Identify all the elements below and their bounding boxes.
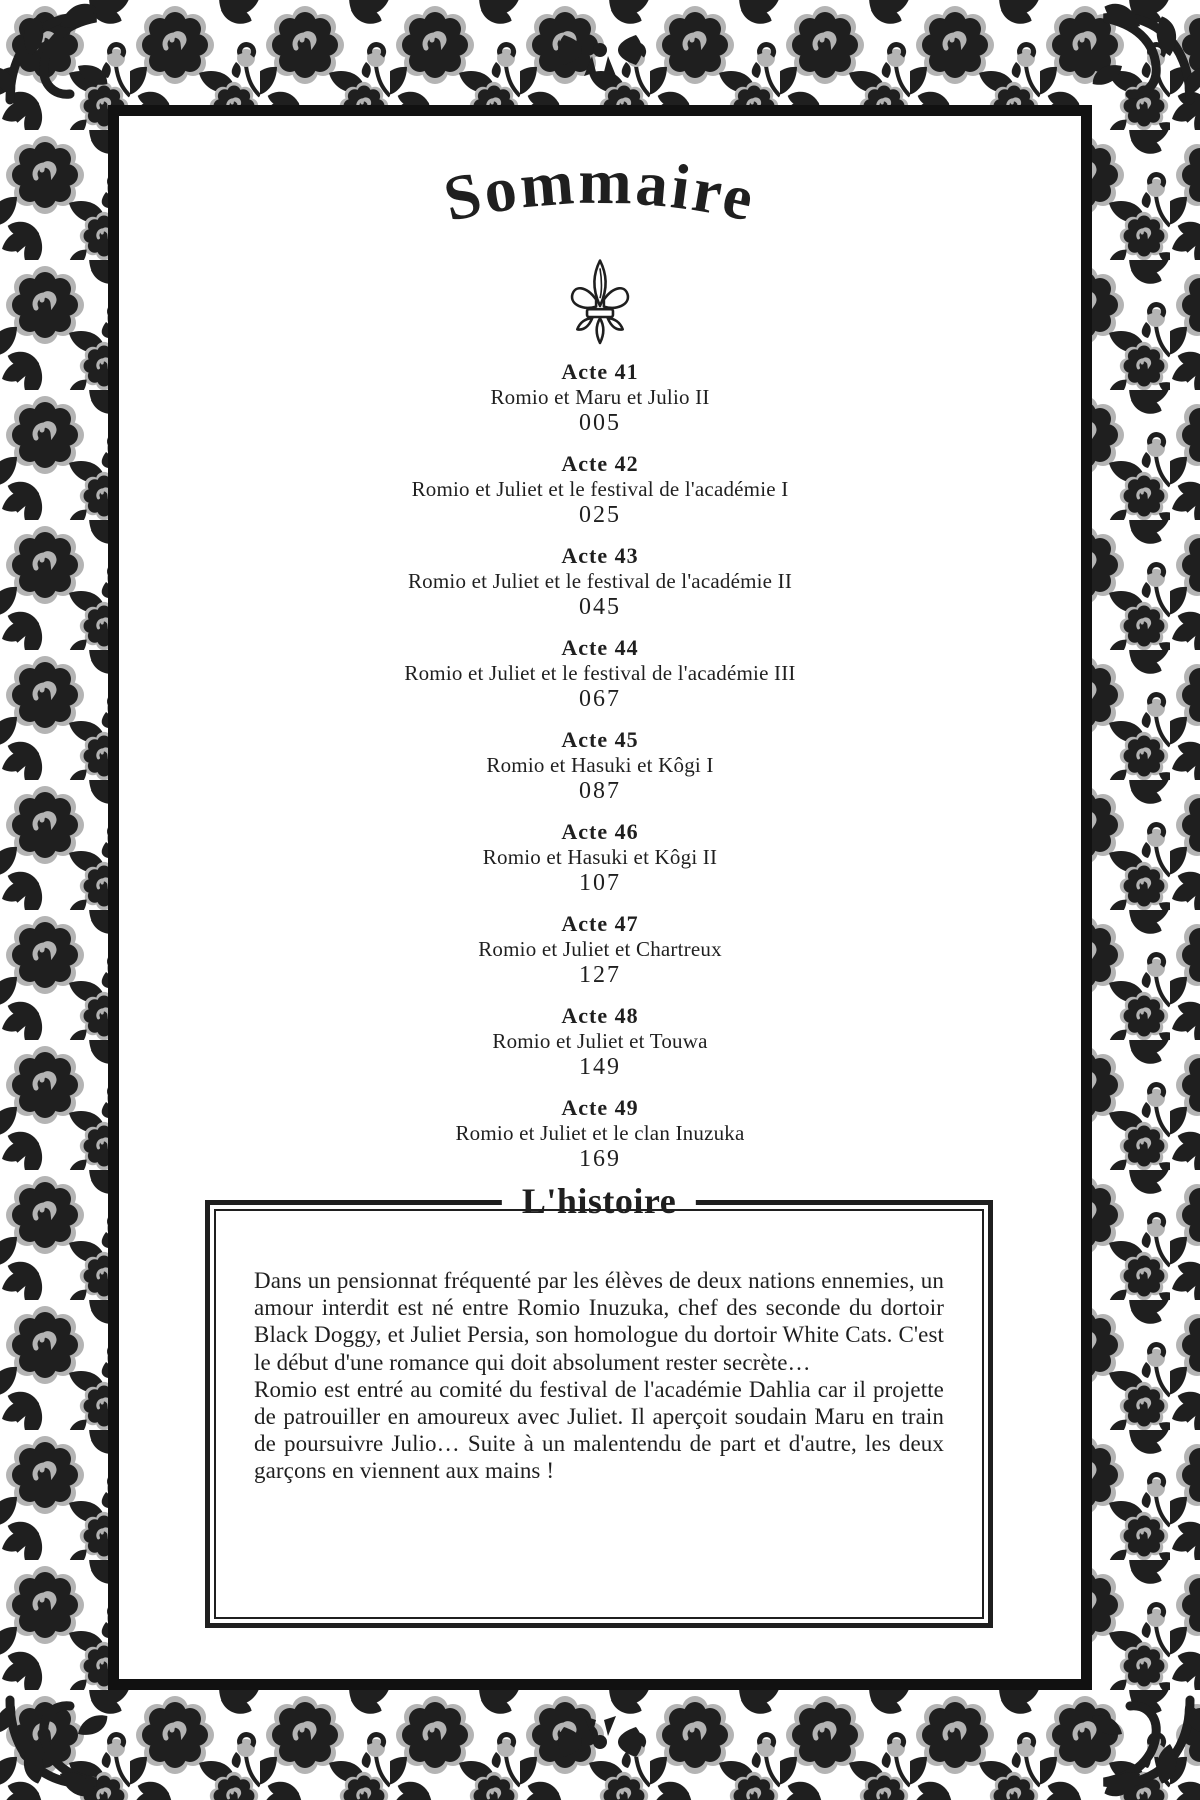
toc-entry xyxy=(119,636,1081,712)
toc-chapter-title: Romio et Juliet et Chartreux xyxy=(478,937,722,961)
toc-list xyxy=(119,360,1081,1188)
histoire-paragraph-1: Dans un pensionnat fréquenté par les élèves de deux nations ennemies, un amour interdit est né entre Romio Inuzuka, chef des seconde du dortoir Black Doggy, et Juliet Persia, son homologue du dortoir White Cats. C'est le début d'une romance qui doit absolument rester secrète… xyxy=(254,1268,944,1375)
histoire-text xyxy=(216,1211,982,1485)
toc-entry xyxy=(119,452,1081,528)
toc-act-label: Acte 44 xyxy=(561,635,639,660)
histoire-box xyxy=(205,1181,993,1628)
toc-entry xyxy=(119,912,1081,988)
toc-act-label: Acte 48 xyxy=(561,1003,639,1028)
toc-act-label: Acte 46 xyxy=(561,819,639,844)
toc-chapter-title: Romio et Juliet et le festival de l'académie I xyxy=(411,477,789,501)
toc-page-number: 149 xyxy=(579,1054,621,1080)
toc-entry xyxy=(119,1004,1081,1080)
histoire-heading: L'histoire xyxy=(502,1179,696,1223)
toc-page-number: 067 xyxy=(579,686,621,712)
toc-chapter-title: Romio et Juliet et le festival de l'académie II xyxy=(407,569,793,593)
toc-page-number: 025 xyxy=(579,502,621,528)
toc-chapter-title: Romio et Juliet et le clan Inuzuka xyxy=(455,1121,745,1145)
toc-act-label: Acte 49 xyxy=(561,1095,639,1120)
fleur-de-lis-icon xyxy=(567,258,633,352)
toc-page-number: 087 xyxy=(579,778,621,804)
toc-act-label: Acte 41 xyxy=(561,359,639,384)
toc-act-label: Acte 43 xyxy=(561,543,639,568)
histoire-paragraph-2: Romio est entré au comité du festival de l'académie Dahlia car il projette de patrouiller en amoureux avec Juliet. Il aperçoit soudain Maru en train de poursuivre Julio… Suite à un malentendu de part et d'autre, les deux garçons en viennent aux mains ! xyxy=(254,1376,944,1484)
toc-chapter-title: Romio et Juliet et le festival de l'académie III xyxy=(404,661,796,685)
toc-chapter-title: Romio et Hasuki et Kôgi I xyxy=(486,753,714,777)
toc-chapter-title: Romio et Juliet et Touwa xyxy=(492,1029,708,1053)
toc-act-label: Acte 47 xyxy=(561,911,639,936)
toc-entry xyxy=(119,1096,1081,1172)
toc-page-number: 005 xyxy=(579,410,621,436)
toc-page-number: 169 xyxy=(579,1146,621,1172)
toc-chapter-title: Romio et Hasuki et Kôgi II xyxy=(482,845,718,869)
histoire-inner-frame xyxy=(214,1209,984,1619)
toc-entry xyxy=(119,360,1081,436)
toc-entry xyxy=(119,544,1081,620)
svg-text:Sommaire: Sommaire xyxy=(437,145,763,235)
toc-entry xyxy=(119,820,1081,896)
content-frame xyxy=(108,105,1092,1690)
toc-page-number: 107 xyxy=(579,870,621,896)
toc-act-label: Acte 45 xyxy=(561,727,639,752)
toc-entry xyxy=(119,728,1081,804)
toc-chapter-title: Romio et Maru et Julio II xyxy=(490,385,710,409)
toc-page-number: 127 xyxy=(579,962,621,988)
toc-page-number: 045 xyxy=(579,594,621,620)
toc-act-label: Acte 42 xyxy=(561,451,639,476)
